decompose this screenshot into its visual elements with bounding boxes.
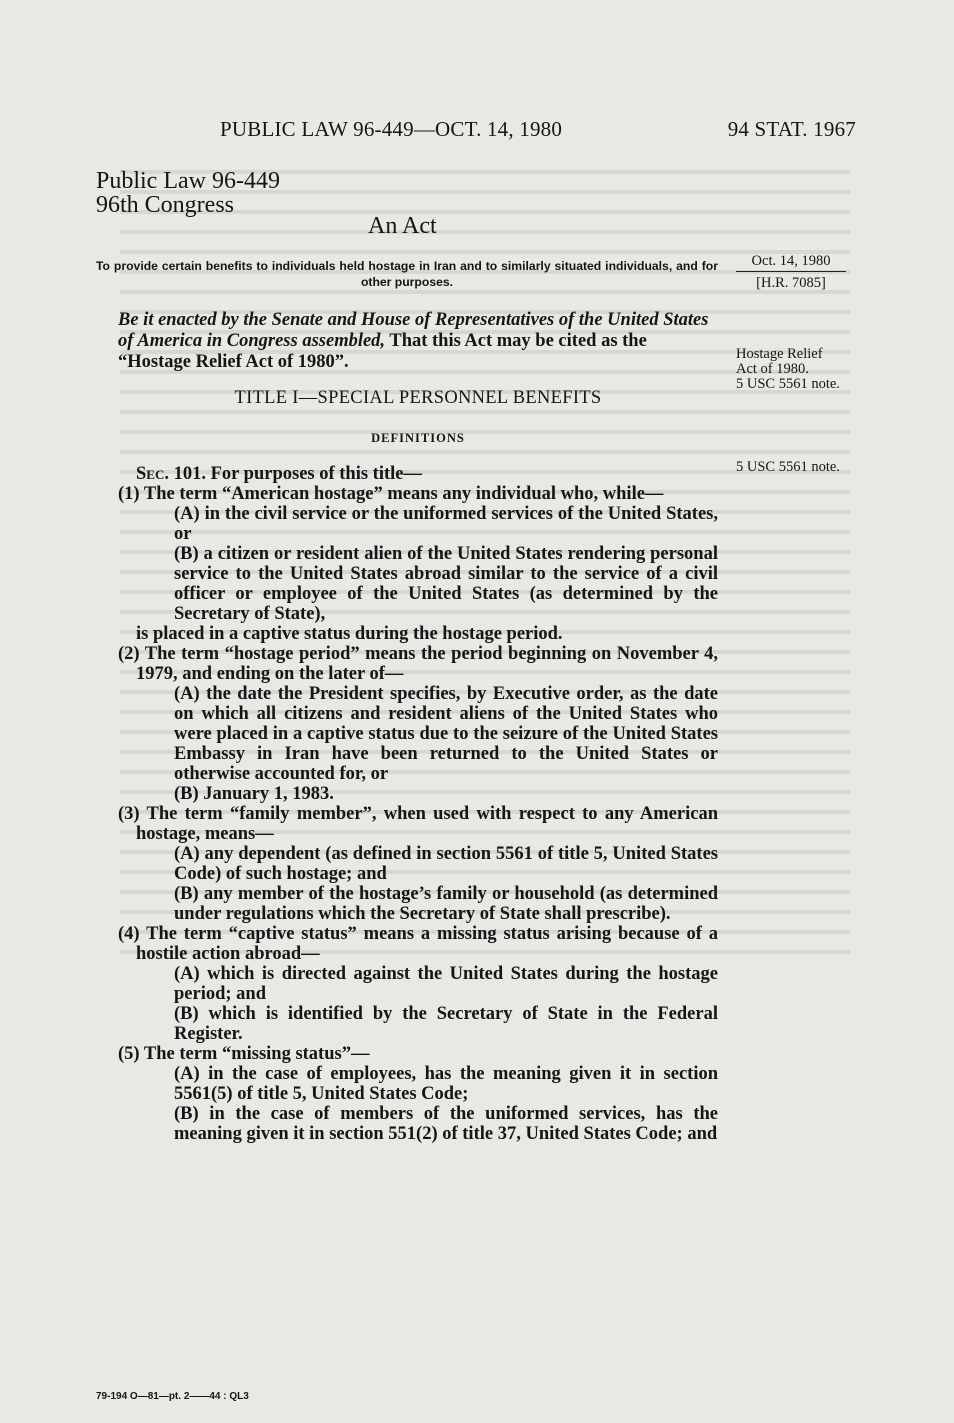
sec-lead-text: 101. For purposes of this title— — [168, 464, 422, 484]
running-header-left: PUBLIC LAW 96-449—OCT. 14, 1980 — [220, 117, 563, 141]
section-paragraph: (B) in the case of members of the uniformed services, has the meaning given it in section 551(2) of title 37, United States Code; and — [174, 1104, 718, 1144]
section-paragraph: (2) The term “hostage period” means the period beginning on November 4, 1979, and ending on the later of— — [118, 644, 718, 684]
congress-label: 96th Congress — [96, 192, 234, 218]
section-paragraph: (5) The term “missing status”— — [118, 1044, 370, 1064]
section-paragraph: (B) which is identified by the Secretary of State in the Federal Register. — [174, 1004, 718, 1044]
section-paragraph: (A) in the case of employees, has the meaning given it in section 5561(5) of title 5, United States Code; — [174, 1064, 718, 1104]
margin-act-line3: 5 USC 5561 note. — [736, 376, 840, 392]
print-footer: 79-194 O—81—pt. 2——44 : QL3 — [96, 1391, 249, 1402]
section-paragraph: (A) any dependent (as defined in section 5561 of title 5, United States Code) of such hostage; and — [174, 844, 718, 884]
purpose-statement: To provide certain benefits to individuals held hostage in Iran and to similarly situated individuals, and for other purposes. — [96, 259, 718, 289]
definitions-heading: DEFINITIONS — [371, 431, 465, 445]
section-paragraph: (A) which is directed against the United States during the hostage period; and — [174, 964, 718, 1004]
section-paragraph: (3) The term “family member”, when used with respect to any American hostage, means— — [118, 804, 718, 844]
section-paragraph: is placed in a captive status during the hostage period. — [136, 624, 563, 644]
section-paragraph: (B) January 1, 1983. — [174, 784, 334, 804]
sec-label: Sec. — [136, 464, 169, 484]
margin-act-line2: Act of 1980. — [736, 361, 809, 377]
running-header-right: 94 STAT. 1967 — [727, 117, 856, 141]
section-lead — [118, 464, 718, 484]
title-heading: TITLE I—SPECIAL PERSONNEL BENEFITS — [234, 388, 602, 408]
section-paragraph: (1) The term “American hostage” means any individual who, while— — [118, 484, 664, 504]
section-paragraph: (B) any member of the hostage’s family or household (as determined under regulations which the Secretary of State shall prescribe). — [174, 884, 718, 924]
section-101-body — [118, 464, 718, 1144]
margin-note-usc: 5 USC 5561 note. — [736, 459, 840, 475]
act-heading: An Act — [368, 213, 437, 239]
section-paragraph: (A) in the civil service or the uniformed services of the United States, or — [174, 504, 718, 544]
section-paragraph: (4) The term “captive status” means a missing status arising because of a hostile action abroad— — [118, 924, 718, 964]
public-law-number: Public Law 96-449 — [96, 168, 280, 194]
enacting-clause-italic: Be it enacted by the Senate and House of Representatives of the United States of America in Congress assembled, — [118, 310, 709, 351]
section-paragraphs — [118, 484, 718, 1144]
margin-note-act — [736, 347, 840, 392]
margin-date: Oct. 14, 1980 — [736, 254, 846, 272]
enacting-clause-rest: That this Act may be cited as the “Hostage Relief Act of 1980”. — [118, 331, 647, 372]
margin-bill-number: [H.R. 7085] — [756, 275, 826, 291]
section-paragraph: (A) the date the President specifies, by Executive order, as the date on which all citizens and resident aliens of the United States who were placed in a captive status due to the seizure of the United States Embassy in Iran have been returned to the United States or otherwise accounted for, or — [174, 684, 718, 784]
margin-note-date — [736, 254, 846, 291]
enacting-clause — [118, 310, 718, 373]
section-paragraph: (B) a citizen or resident alien of the United States rendering personal service to the United States abroad similar to the service of a civil officer or employee of the United States (as determined by the Secretary of State), — [174, 544, 718, 624]
margin-act-line1: Hostage Relief — [736, 346, 823, 362]
